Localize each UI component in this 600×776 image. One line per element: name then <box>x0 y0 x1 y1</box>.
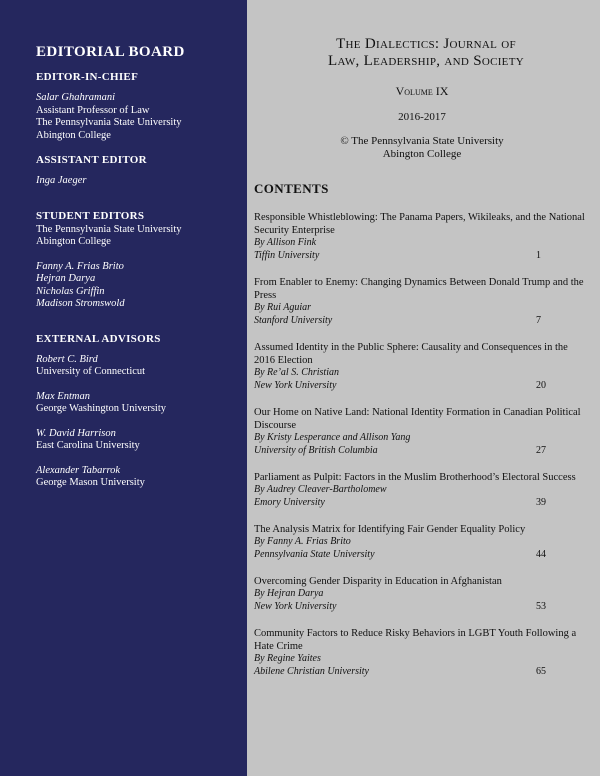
entry-institution: New York University <box>254 600 337 612</box>
student-editors-line: Abington College <box>36 236 111 247</box>
entry-title[interactable]: From Enabler to Enemy: Changing Dynamics Between Donald Trump and the Press <box>254 277 584 301</box>
entry-institution: Stanford University <box>254 314 333 326</box>
journal-title-line: Law, Leadership, and Society <box>328 53 524 69</box>
advisor-affiliation: East Carolina University <box>36 440 140 451</box>
assistant-editor-name: Inga Jaeger <box>36 175 87 186</box>
editor-in-chief-label: EDITOR-IN-CHIEF <box>36 71 139 83</box>
entry-page-number: 27 <box>536 444 546 456</box>
entry-institution: Abilene Christian University <box>254 665 369 677</box>
entry-title[interactable]: Assumed Identity in the Public Sphere: Causality and Consequences in the 2016 Election <box>254 342 568 366</box>
entry-institution: University of British Columbia <box>254 444 378 456</box>
editor-in-chief-line: The Pennsylvania State University <box>36 117 182 128</box>
student-editor-name: Nicholas Griffin <box>36 285 105 297</box>
entry-title[interactable]: Responsible Whistleblowing: The Panama Papers, Wikileaks, and the National Security Enterprise <box>254 212 585 236</box>
editorial-board-heading: EDITORIAL BOARD <box>36 44 185 60</box>
toc-entry[interactable] <box>254 211 590 262</box>
toc-entry[interactable] <box>254 523 590 561</box>
student-editor-name: Hejran Darya <box>36 273 96 284</box>
toc-entry[interactable] <box>254 276 590 327</box>
advisor-affiliation: George Washington University <box>36 403 166 414</box>
toc-entry[interactable] <box>254 575 590 613</box>
advisor-name: Robert C. Bird <box>36 353 98 365</box>
entry-author: By Rui Aguiar <box>254 302 312 313</box>
copyright-line: © The Pennsylvania State University <box>340 135 504 147</box>
entry-title[interactable]: The Analysis Matrix for Identifying Fair Gender Equality Policy <box>254 524 526 535</box>
entry-institution: New York University <box>254 379 337 391</box>
entry-author: By Kristy Lesperance and Allison Yang <box>254 432 411 443</box>
journal-title-line: The Dialectics: Journal of <box>336 36 516 52</box>
volume-label: Volume IX <box>395 84 449 98</box>
entry-page-number: 53 <box>536 600 546 612</box>
entry-page-number: 7 <box>536 314 541 326</box>
editor-in-chief-line: Assistant Professor of Law <box>36 104 150 116</box>
entry-page-number: 44 <box>536 548 546 560</box>
toc-entry[interactable] <box>254 627 590 678</box>
entry-page-number: 1 <box>536 249 541 261</box>
entry-title[interactable]: Parliament as Pulpit: Factors in the Muslim Brotherhood’s Electoral Success <box>254 472 576 483</box>
advisor-affiliation: George Mason University <box>36 477 145 488</box>
student-editors-line: The Pennsylvania State University <box>36 223 182 235</box>
entry-institution: Pennsylvania State University <box>254 548 375 560</box>
entry-author: By Re’al S. Christian <box>254 367 339 378</box>
entry-institution: Tiffin University <box>254 249 320 261</box>
assistant-editor-label: ASSISTANT EDITOR <box>36 154 147 166</box>
toc-entry[interactable] <box>254 406 590 457</box>
editor-in-chief-name: Salar Ghahramani <box>36 92 116 103</box>
student-editor-name: Fanny A. Frias Brito <box>36 260 124 272</box>
entry-author: By Hejran Darya <box>254 588 324 599</box>
entry-author: By Allison Fink <box>254 237 317 248</box>
editorial-board-sidebar <box>0 0 247 776</box>
student-editors-label: STUDENT EDITORS <box>36 209 145 222</box>
entry-page-number: 20 <box>536 379 546 391</box>
entry-author: By Fanny A. Frias Brito <box>254 536 351 547</box>
student-editor-name: Madison Stromswold <box>36 298 125 309</box>
journal-title <box>262 36 590 70</box>
entry-author: By Regine Yaites <box>254 653 321 664</box>
external-advisors-label: EXTERNAL ADVISORS <box>36 332 161 345</box>
entry-institution: Emory University <box>254 496 325 508</box>
editor-in-chief-line: Abington College <box>36 129 111 141</box>
advisor-name: Max Entman <box>36 390 90 402</box>
entry-page-number: 39 <box>536 496 546 508</box>
year-label: 2016-2017 <box>398 111 446 123</box>
entry-title[interactable]: Community Factors to Reduce Risky Behaviors in LGBT Youth Following a Hate Crime <box>254 628 577 652</box>
entry-page-number: 65 <box>536 665 546 677</box>
entry-title[interactable]: Our Home on Native Land: National Identity Formation in Canadian Political Discourse <box>254 407 581 431</box>
contents-heading: CONTENTS <box>254 181 329 196</box>
advisor-name: Alexander Tabarrok <box>36 464 121 476</box>
entry-title[interactable]: Overcoming Gender Disparity in Education in Afghanistan <box>254 576 502 587</box>
journal-main <box>247 0 600 776</box>
entry-author: By Audrey Cleaver-Bartholomew <box>254 484 387 495</box>
toc-entry[interactable] <box>254 341 590 392</box>
toc-entry[interactable] <box>254 471 590 509</box>
copyright-notice <box>254 135 590 161</box>
copyright-line: Abington College <box>382 148 462 160</box>
advisor-affiliation: University of Connecticut <box>36 366 146 377</box>
advisor-name: W. David Harrison <box>36 427 116 439</box>
